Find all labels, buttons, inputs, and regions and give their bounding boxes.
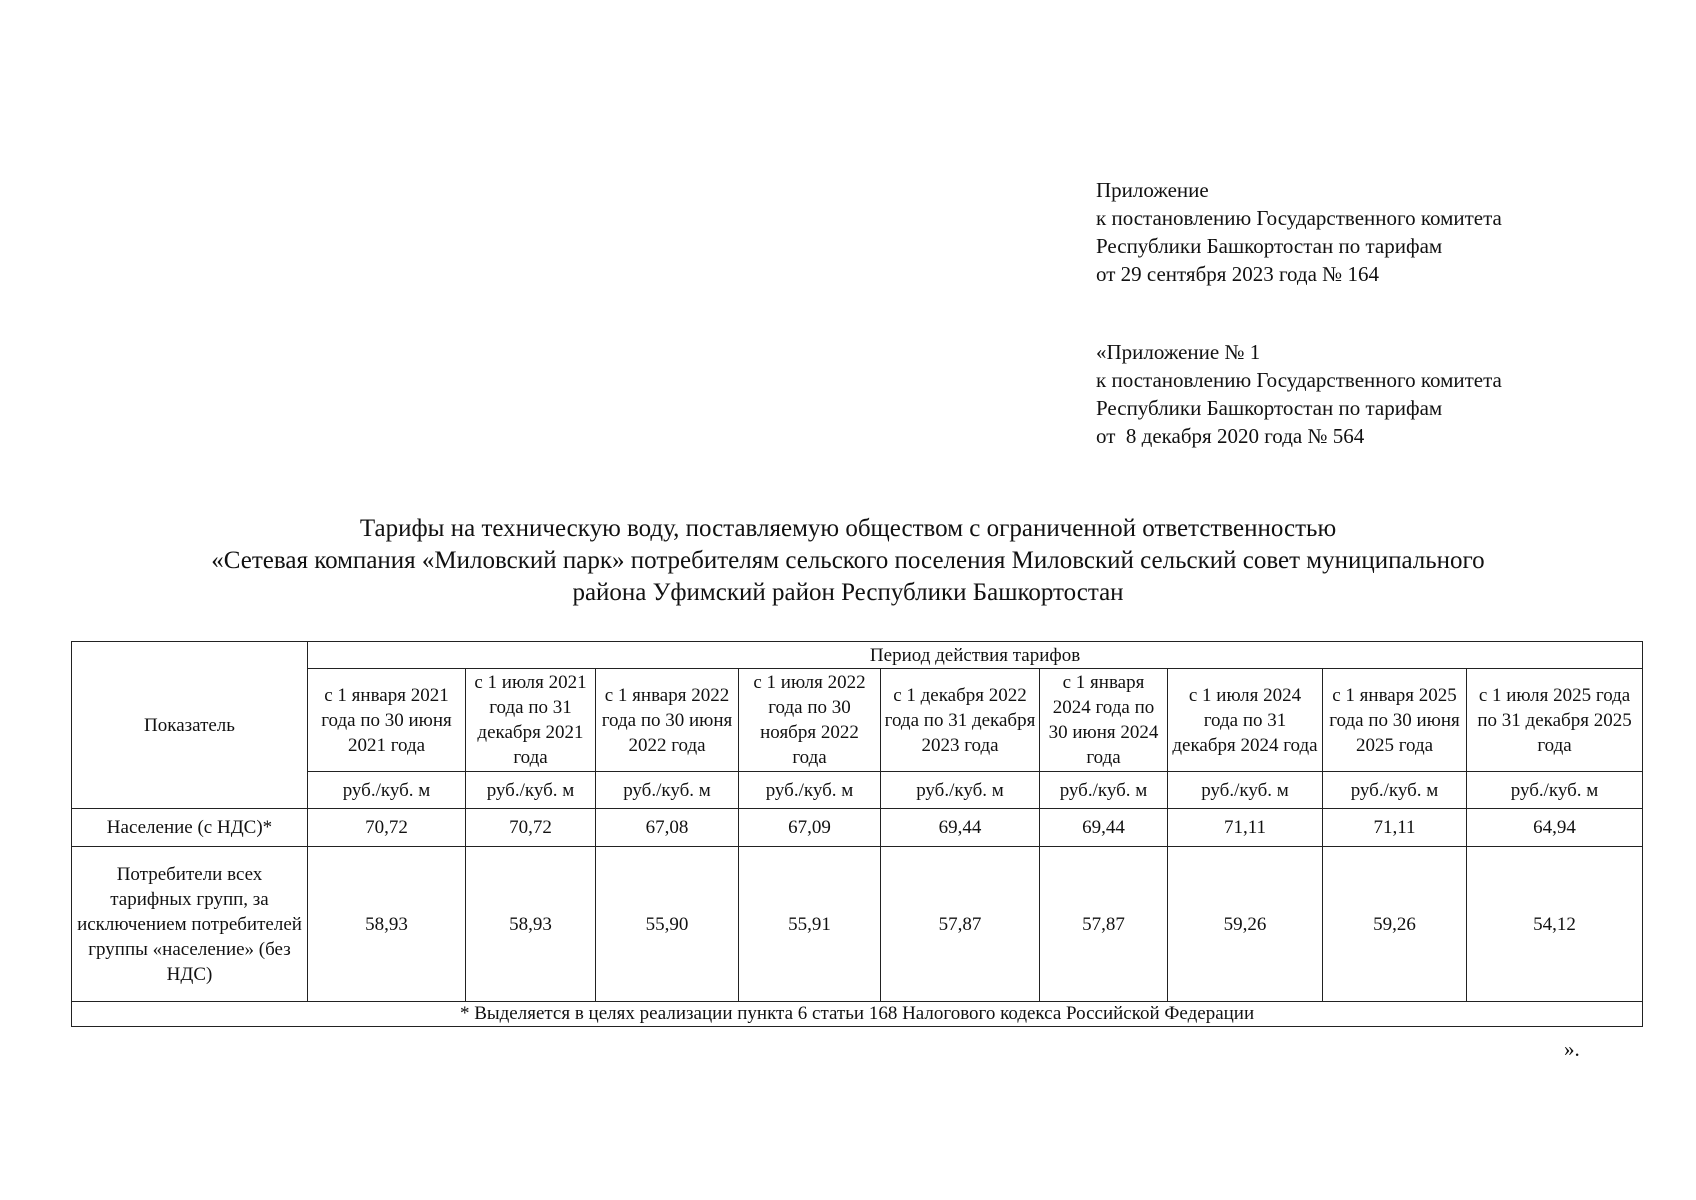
annex-original-line: от 8 декабря 2020 года № 564 [1096,424,1365,448]
period-cell: с 1 января 2024 года по 30 июня 2024 года [1040,669,1168,772]
annex-original-header [1096,338,1502,450]
tariff-value: 57,87 [881,847,1040,1002]
annex-original-line: Республики Башкортостан по тарифам [1096,396,1443,420]
period-cell: с 1 января 2022 года по 30 июня 2022 года [596,669,739,772]
period-cell: с 1 июля 2021 года по 31 декабря 2021 года [466,669,596,772]
table-row [72,847,1643,1002]
annex-original-line: «Приложение № 1 [1096,340,1261,364]
annex-current-header [1096,176,1502,288]
tariff-value: 67,08 [596,809,739,847]
tariff-value: 69,44 [1040,809,1168,847]
unit-cell: руб./куб. м [1040,772,1168,809]
unit-cell: руб./куб. м [1467,772,1643,809]
unit-cell: руб./куб. м [596,772,739,809]
tariff-value: 55,91 [739,847,881,1002]
period-header: Период действия тарифов [308,642,1643,669]
annex-current-line: Приложение [1096,178,1209,202]
period-cell: с 1 декабря 2022 года по 31 декабря 2023 года [881,669,1040,772]
period-cell: с 1 января 2025 года по 30 июня 2025 года [1323,669,1467,772]
period-cell: с 1 июля 2022 года по 30 ноября 2022 года [739,669,881,772]
footnote: * Выделяется в целях реализации пункта 6 статьи 168 Налогового кодекса Российской Федерации [72,1002,1643,1027]
row-label: Население (с НДС)* [72,809,308,847]
title-line: Тарифы на техническую воду, поставляемую обществом с ограниченной ответственностью [359,515,1337,542]
row-label: Потребители всех тарифных групп, за исключением потребителей группы «население» (без НДС) [72,847,308,1002]
period-cell: с 1 июля 2024 года по 31 декабря 2024 года [1168,669,1323,772]
tariff-value: 70,72 [308,809,466,847]
annex-current-line: к постановлению Государственного комитета [1096,206,1502,230]
period-cell: с 1 января 2021 года по 30 июня 2021 года [308,669,466,772]
tariff-value: 67,09 [739,809,881,847]
tariff-value: 54,12 [1467,847,1643,1002]
title-line: «Сетевая компания «Миловский парк» потребителям сельского поселения Миловский сельский совет муниципального [211,547,1485,574]
document-title [0,513,1696,609]
unit-cell: руб./куб. м [466,772,596,809]
table-row [72,809,1643,847]
tariff-value: 58,93 [308,847,466,1002]
unit-cell: руб./куб. м [308,772,466,809]
tariff-value: 69,44 [881,809,1040,847]
annex-current-line: Республики Башкортостан по тарифам [1096,234,1443,258]
tariff-value: 55,90 [596,847,739,1002]
unit-cell: руб./куб. м [739,772,881,809]
period-cell: с 1 июля 2025 года по 31 декабря 2025 года [1467,669,1643,772]
closing-quote-mark: ». [1564,1037,1580,1061]
tariff-value: 57,87 [1040,847,1168,1002]
annex-current-line: от 29 сентября 2023 года № 164 [1096,262,1379,286]
tariff-value: 58,93 [466,847,596,1002]
indicator-header: Показатель [72,642,308,809]
annex-original-line: к постановлению Государственного комитета [1096,368,1502,392]
unit-cell: руб./куб. м [1168,772,1323,809]
unit-cell: руб./куб. м [1323,772,1467,809]
tariff-value: 64,94 [1467,809,1643,847]
tariff-value: 59,26 [1168,847,1323,1002]
unit-cell: руб./куб. м [881,772,1040,809]
tariff-table [71,641,1643,1027]
tariff-value: 70,72 [466,809,596,847]
tariff-value: 71,11 [1168,809,1323,847]
title-line: района Уфимский район Республики Башкортостан [572,579,1124,606]
tariff-value: 71,11 [1323,809,1467,847]
tariff-value: 59,26 [1323,847,1467,1002]
